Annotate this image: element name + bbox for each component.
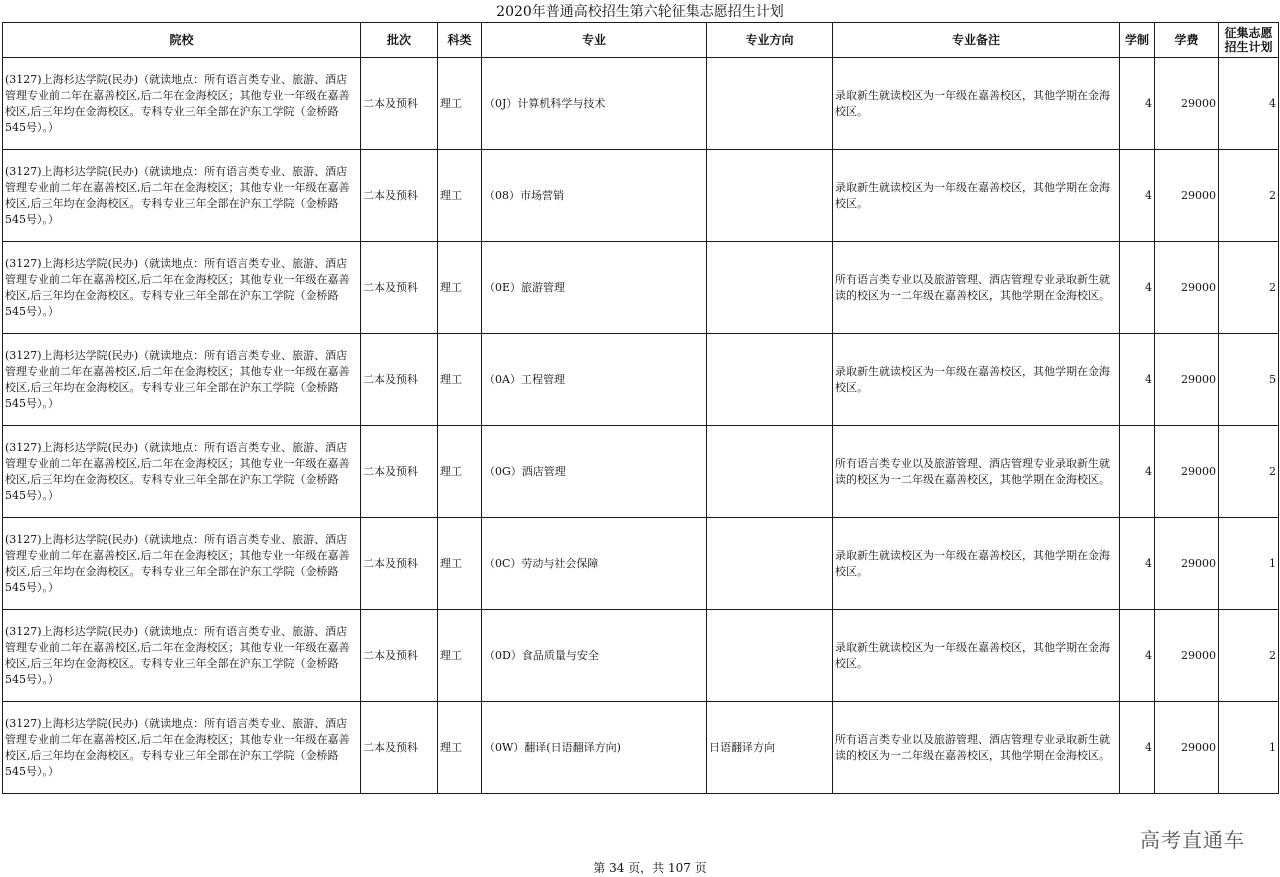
- batch-cell: 二本及预科: [361, 610, 438, 702]
- table-row: [3, 426, 1279, 518]
- category-cell: 理工: [438, 150, 482, 242]
- page-title: 2020年普通高校招生第六轮征集志愿招生计划: [496, 4, 784, 20]
- direction-cell: [707, 518, 833, 610]
- direction-cell: [707, 334, 833, 426]
- school-cell: (3127)上海杉达学院(民办)（就读地点：所有语言类专业、旅游、酒店管理专业前二年在嘉善校区,后二年在金海校区；其他专业一年级在嘉善校区,后三年均在金海校区。专科专业三年全部在沪东工学院（金桥路545号）。）: [3, 150, 361, 242]
- fee-cell: 29000: [1155, 702, 1219, 794]
- header-plan: 征集志愿招生计划: [1219, 23, 1279, 58]
- school-cell: (3127)上海杉达学院(民办)（就读地点：所有语言类专业、旅游、酒店管理专业前二年在嘉善校区,后二年在金海校区；其他专业一年级在嘉善校区,后三年均在金海校区。专科专业三年全部在沪东工学院（金桥路545号）。）: [3, 702, 361, 794]
- category-cell: 理工: [438, 58, 482, 150]
- note-cell: 录取新生就读校区为一年级在嘉善校区，其他学期在金海校区。: [833, 610, 1120, 702]
- plan-cell: 4: [1219, 58, 1279, 150]
- years-cell: 4: [1120, 242, 1155, 334]
- years-cell: 4: [1120, 518, 1155, 610]
- table-row: [3, 610, 1279, 702]
- note-cell: 录取新生就读校区为一年级在嘉善校区，其他学期在金海校区。: [833, 150, 1120, 242]
- years-cell: 4: [1120, 610, 1155, 702]
- school-cell: (3127)上海杉达学院(民办)（就读地点：所有语言类专业、旅游、酒店管理专业前二年在嘉善校区,后二年在金海校区；其他专业一年级在嘉善校区,后三年均在金海校区。专科专业三年全部在沪东工学院（金桥路545号）。）: [3, 242, 361, 334]
- fee-cell: 29000: [1155, 426, 1219, 518]
- batch-cell: 二本及预科: [361, 242, 438, 334]
- header-school: 院校: [3, 23, 361, 58]
- header-category: 科类: [438, 23, 482, 58]
- category-cell: 理工: [438, 702, 482, 794]
- note-cell: 所有语言类专业以及旅游管理、酒店管理专业录取新生就读的校区为一二年级在嘉善校区，其他学期在金海校区。: [833, 702, 1120, 794]
- school-cell: (3127)上海杉达学院(民办)（就读地点：所有语言类专业、旅游、酒店管理专业前二年在嘉善校区,后二年在金海校区；其他专业一年级在嘉善校区,后三年均在金海校区。专科专业三年全部在沪东工学院（金桥路545号）。）: [3, 518, 361, 610]
- note-cell: 录取新生就读校区为一年级在嘉善校区，其他学期在金海校区。: [833, 58, 1120, 150]
- major-cell: （0J）计算机科学与技术: [482, 58, 707, 150]
- direction-cell: [707, 426, 833, 518]
- table-row: [3, 58, 1279, 150]
- direction-cell: [707, 610, 833, 702]
- batch-cell: 二本及预科: [361, 150, 438, 242]
- table-row: [3, 334, 1279, 426]
- plan-cell: 2: [1219, 426, 1279, 518]
- category-cell: 理工: [438, 518, 482, 610]
- direction-cell: 日语翻译方向: [707, 702, 833, 794]
- note-cell: 所有语言类专业以及旅游管理、酒店管理专业录取新生就读的校区为一二年级在嘉善校区，其他学期在金海校区。: [833, 426, 1120, 518]
- batch-cell: 二本及预科: [361, 334, 438, 426]
- plan-cell: 1: [1219, 702, 1279, 794]
- table-row: [3, 518, 1279, 610]
- major-cell: （0C）劳动与社会保障: [482, 518, 707, 610]
- direction-cell: [707, 242, 833, 334]
- fee-cell: 29000: [1155, 334, 1219, 426]
- table-row: [3, 150, 1279, 242]
- plan-cell: 2: [1219, 610, 1279, 702]
- fee-cell: 29000: [1155, 610, 1219, 702]
- years-cell: 4: [1120, 702, 1155, 794]
- batch-cell: 二本及预科: [361, 702, 438, 794]
- years-cell: 4: [1120, 150, 1155, 242]
- plan-cell: 5: [1219, 334, 1279, 426]
- category-cell: 理工: [438, 610, 482, 702]
- fee-cell: 29000: [1155, 518, 1219, 610]
- school-cell: (3127)上海杉达学院(民办)（就读地点：所有语言类专业、旅游、酒店管理专业前二年在嘉善校区,后二年在金海校区；其他专业一年级在嘉善校区,后三年均在金海校区。专科专业三年全部在沪东工学院（金桥路545号）。）: [3, 58, 361, 150]
- major-cell: （0W）翻译(日语翻译方向): [482, 702, 707, 794]
- plan-cell: 2: [1219, 150, 1279, 242]
- header-major: 专业: [482, 23, 707, 58]
- school-cell: (3127)上海杉达学院(民办)（就读地点：所有语言类专业、旅游、酒店管理专业前二年在嘉善校区,后二年在金海校区；其他专业一年级在嘉善校区,后三年均在金海校区。专科专业三年全部在沪东工学院（金桥路545号）。）: [3, 610, 361, 702]
- plan-cell: 2: [1219, 242, 1279, 334]
- fee-cell: 29000: [1155, 150, 1219, 242]
- category-cell: 理工: [438, 426, 482, 518]
- note-cell: 录取新生就读校区为一年级在嘉善校区，其他学期在金海校区。: [833, 334, 1120, 426]
- header-note: 专业备注: [833, 23, 1120, 58]
- fee-cell: 29000: [1155, 242, 1219, 334]
- enrollment-plan-table: [2, 22, 1279, 794]
- header-years: 学制: [1120, 23, 1155, 58]
- batch-cell: 二本及预科: [361, 58, 438, 150]
- table-row: [3, 242, 1279, 334]
- direction-cell: [707, 58, 833, 150]
- years-cell: 4: [1120, 426, 1155, 518]
- note-cell: 所有语言类专业以及旅游管理、酒店管理专业录取新生就读的校区为一二年级在嘉善校区，其他学期在金海校区。: [833, 242, 1120, 334]
- major-cell: （0E）旅游管理: [482, 242, 707, 334]
- batch-cell: 二本及预科: [361, 426, 438, 518]
- note-cell: 录取新生就读校区为一年级在嘉善校区，其他学期在金海校区。: [833, 518, 1120, 610]
- school-cell: (3127)上海杉达学院(民办)（就读地点：所有语言类专业、旅游、酒店管理专业前二年在嘉善校区,后二年在金海校区；其他专业一年级在嘉善校区,后三年均在金海校区。专科专业三年全部在沪东工学院（金桥路545号）。）: [3, 426, 361, 518]
- school-cell: (3127)上海杉达学院(民办)（就读地点：所有语言类专业、旅游、酒店管理专业前二年在嘉善校区,后二年在金海校区；其他专业一年级在嘉善校区,后三年均在金海校区。专科专业三年全部在沪东工学院（金桥路545号）。）: [3, 334, 361, 426]
- years-cell: 4: [1120, 334, 1155, 426]
- table-row: [3, 702, 1279, 794]
- watermark-text: 高考直通车: [1140, 828, 1245, 852]
- direction-cell: [707, 150, 833, 242]
- major-cell: （08）市场营销: [482, 150, 707, 242]
- fee-cell: 29000: [1155, 58, 1219, 150]
- page-number-footer: 第 34 页，共 107 页: [593, 861, 707, 875]
- header-direction: 专业方向: [707, 23, 833, 58]
- years-cell: 4: [1120, 58, 1155, 150]
- major-cell: （0D）食品质量与安全: [482, 610, 707, 702]
- major-cell: （0G）酒店管理: [482, 426, 707, 518]
- category-cell: 理工: [438, 242, 482, 334]
- category-cell: 理工: [438, 334, 482, 426]
- table-header-row: [3, 23, 1279, 58]
- plan-cell: 1: [1219, 518, 1279, 610]
- header-fee: 学费: [1155, 23, 1219, 58]
- major-cell: （0A）工程管理: [482, 334, 707, 426]
- batch-cell: 二本及预科: [361, 518, 438, 610]
- header-batch: 批次: [361, 23, 438, 58]
